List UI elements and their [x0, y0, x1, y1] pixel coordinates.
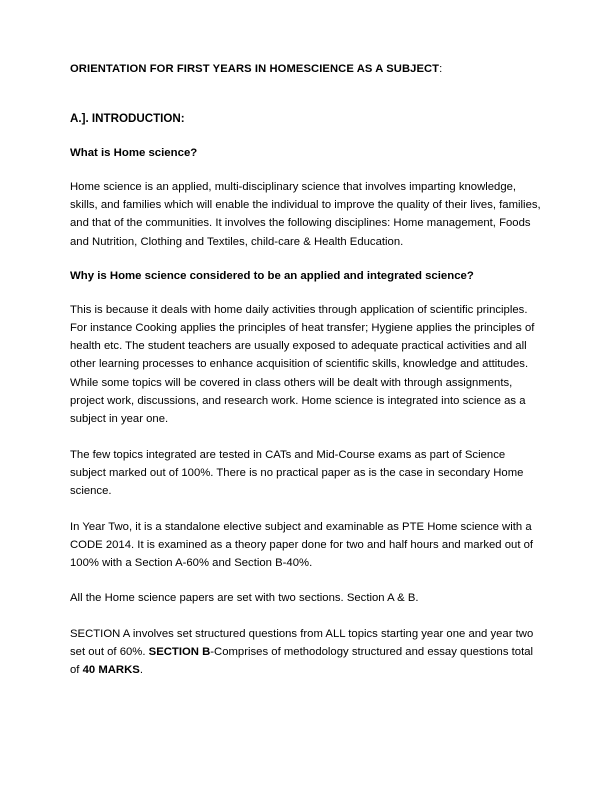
section-b-period: .: [139, 664, 143, 677]
paragraph-integrated-topics: The few topics integrated are tested in CATs and Mid-Course exams as part of Science subject marked out of 100%. There is no practical paper as is the case in secondary Home science.: [70, 448, 524, 498]
paragraph-definition: Home science is an applied, multi-disciplinary science that involves imparting knowledge, skills, and families which will enable the individual to improve the quality of their lives, families, and that of the communities. It involves the following disciplines: Home management, Foods and Nutrition, Clothing and Textiles, child-care & Health Education.: [70, 180, 541, 248]
page-title-text: ORIENTATION FOR FIRST YEARS IN HOMESCIENCE AS A SUBJECT: [70, 63, 440, 75]
subheading-what-is-home-science: What is Home science?: [70, 147, 198, 160]
section-b-label: SECTION B: [148, 646, 211, 659]
subheading-why-applied-integrated: Why is Home science considered to be an applied and integrated science?: [70, 270, 474, 283]
page-title: [70, 62, 542, 77]
section-heading-introduction: A.]. INTRODUCTION:: [70, 112, 185, 126]
page-title-trailing-colon: :: [439, 63, 443, 75]
section-b-text: -Comprises of methodology structured and essay questions total of: [70, 646, 534, 677]
section-b-marks: 40 MARKS: [82, 664, 140, 677]
paragraph-year-two: In Year Two, it is a standalone elective subject and examinable as PTE Home science with a CODE 2014. It is examined as a theory paper done for two and half hours and marked out of 100% with a Section A-60% and Section B-40%.: [70, 520, 534, 570]
paragraph-section-details: [70, 625, 542, 680]
paragraph-reasoning: This is because it deals with home daily activities through application of scientific principles. For instance Cooking applies the principles of heat transfer; Hygiene applies the principles of health etc. The student teachers are usually exposed to adequate practical activities and all other learning processes to enhance acquisition of scientific skills, knowledge and attitudes. While some topics will be covered in class others will be dealt with through assignments, project work, discussions, and research work. Home science is integrated into science as a subject in year one.: [70, 303, 535, 426]
section-a-text: SECTION A involves set structured questions from ALL topics starting year one and year two set out of 60%.: [70, 627, 534, 659]
paragraph-sections-overview: All the Home science papers are set with two sections. Section A & B.: [70, 592, 419, 605]
